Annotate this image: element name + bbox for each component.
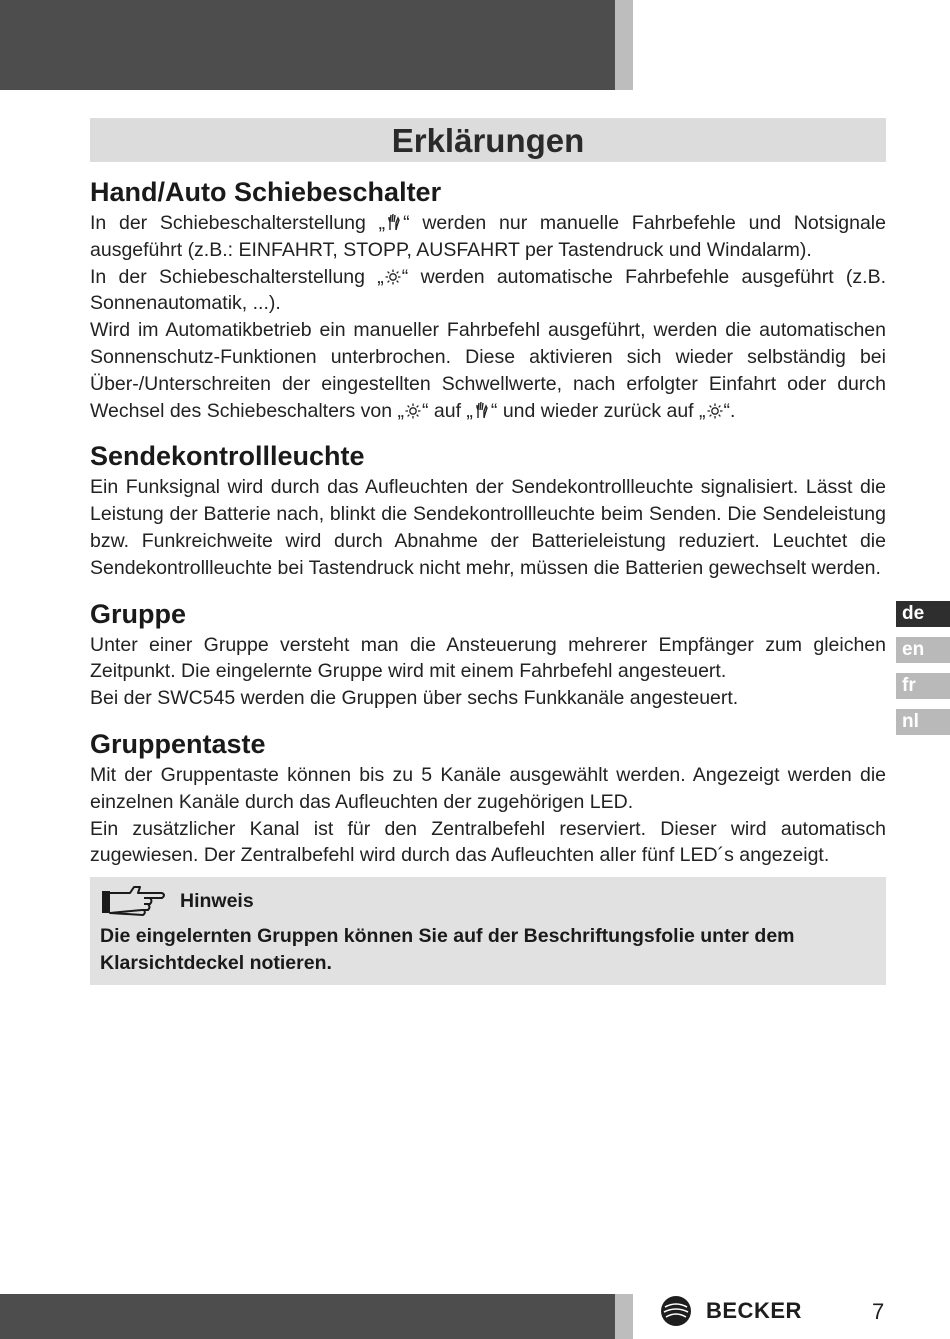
hand-icon <box>385 210 403 237</box>
brand-name: BECKER <box>706 1298 802 1323</box>
section-heading: Gruppe <box>90 598 187 629</box>
section-heading: Hand/Auto Schiebeschalter <box>90 177 442 207</box>
text-run: “. <box>723 399 736 422</box>
text-run: “ werden automatische Fahrbefehle ausgeführt (z.B. Sonnenautomatik, ...). <box>90 265 887 315</box>
hand-icon <box>473 398 491 425</box>
section-group-button <box>90 726 886 869</box>
text-run: “ auf „ <box>421 399 473 422</box>
language-tabs <box>896 601 950 745</box>
note-box <box>90 877 886 985</box>
sun-icon <box>706 398 724 425</box>
note-header <box>100 883 876 919</box>
section-heading: Sendekontrollleuchte <box>90 441 365 472</box>
lang-tab-en[interactable]: en <box>896 637 950 663</box>
becker-logo-icon <box>660 1295 692 1327</box>
top-decor-bar-edge <box>615 0 633 90</box>
section-hand-auto-switch <box>90 174 886 424</box>
page-title: Erklärungen <box>391 122 585 159</box>
paragraph: Mit der Gruppentaste können bis zu 5 Kanäle ausgewählt werden. Angezeigt werden die einzelnen Kanäle durch das Aufleuchten der zugehörigen LED. <box>90 763 886 813</box>
note-text: Die eingelernten Gruppen können Sie auf der Beschriftungsfolie unter dem Klarsichtdeckel notieren. <box>100 925 795 975</box>
text-run: In der Schiebeschalterstellung „ <box>90 212 386 234</box>
brand-logo <box>660 1294 802 1328</box>
sun-icon <box>384 264 402 291</box>
page-number: 7 <box>872 1299 885 1324</box>
title-band <box>90 118 886 162</box>
pointing-hand-icon <box>100 883 170 919</box>
section-transmit-indicator <box>90 438 886 581</box>
text-run: “ und wieder zurück auf „ <box>490 399 706 422</box>
lang-tab-nl[interactable]: nl <box>896 709 950 735</box>
paragraph <box>90 317 886 424</box>
note-label: Hinweis <box>180 889 254 912</box>
lang-tab-fr[interactable]: fr <box>896 673 950 699</box>
text-run: “ werden nur manuelle Fahrbefehle und Notsignale ausgeführt (z.B.: EINFAHRT, STOPP, AUSFAHRT per Tastendruck und Windalarm). <box>90 212 886 261</box>
bottom-decor-bar <box>0 1294 615 1339</box>
paragraph: Bei der SWC545 werden die Gruppen über sechs Funkkanäle angesteuert. <box>90 687 739 710</box>
text-run: In der Schiebeschalterstellung „ <box>90 265 384 288</box>
top-decor-bar <box>0 0 615 90</box>
paragraph: Unter einer Gruppe versteht man die Ansteuerung mehrerer Empfänger zum gleichen Zeitpunkt. Die eingelernte Gruppe wird mit einem Fahrbefehl angesteuert. <box>90 633 886 683</box>
paragraph: Ein zusätzlicher Kanal ist für den Zentralbefehl reserviert. Dieser wird automatisch zugewiesen. Der Zentralbefehl wird durch das Aufleuchten aller fünf LED´s angezeigt. <box>90 817 886 867</box>
sun-icon <box>404 398 422 425</box>
section-group <box>90 596 886 712</box>
paragraph <box>90 264 886 318</box>
section-heading: Gruppentaste <box>90 728 266 759</box>
main-content <box>90 174 886 985</box>
bottom-decor-bar-edge <box>615 1294 633 1339</box>
paragraph <box>90 210 886 264</box>
text-run: Wird im Automatikbetrieb ein manueller Fahrbefehl ausgeführt, werden die automatischen Sonnenschutz-Funktionen unterbrochen. Diese aktivieren sich wieder selbständig bei Über-/Unterschreiten der eingestellten Schwellwerte, nach erfolgter Einfahrt oder durch Wechsel des Schiebeschalters von „ <box>90 319 886 422</box>
paragraph: Ein Funksignal wird durch das Aufleuchten der Sendekontrollleuchte signalisiert. Lässt die Leistung der Batterie nach, blinkt die Sendekontrollleuchte beim Senden. Die Sendeleistung bzw. Funkreichweite wird durch Abnahme der Batterieleistung reduziert. Leuchtet die Sendekontrollleuchte bei Tastendruck nicht mehr, müssen die Batterien gewechselt werden. <box>90 476 886 579</box>
lang-tab-de[interactable]: de <box>896 601 950 627</box>
